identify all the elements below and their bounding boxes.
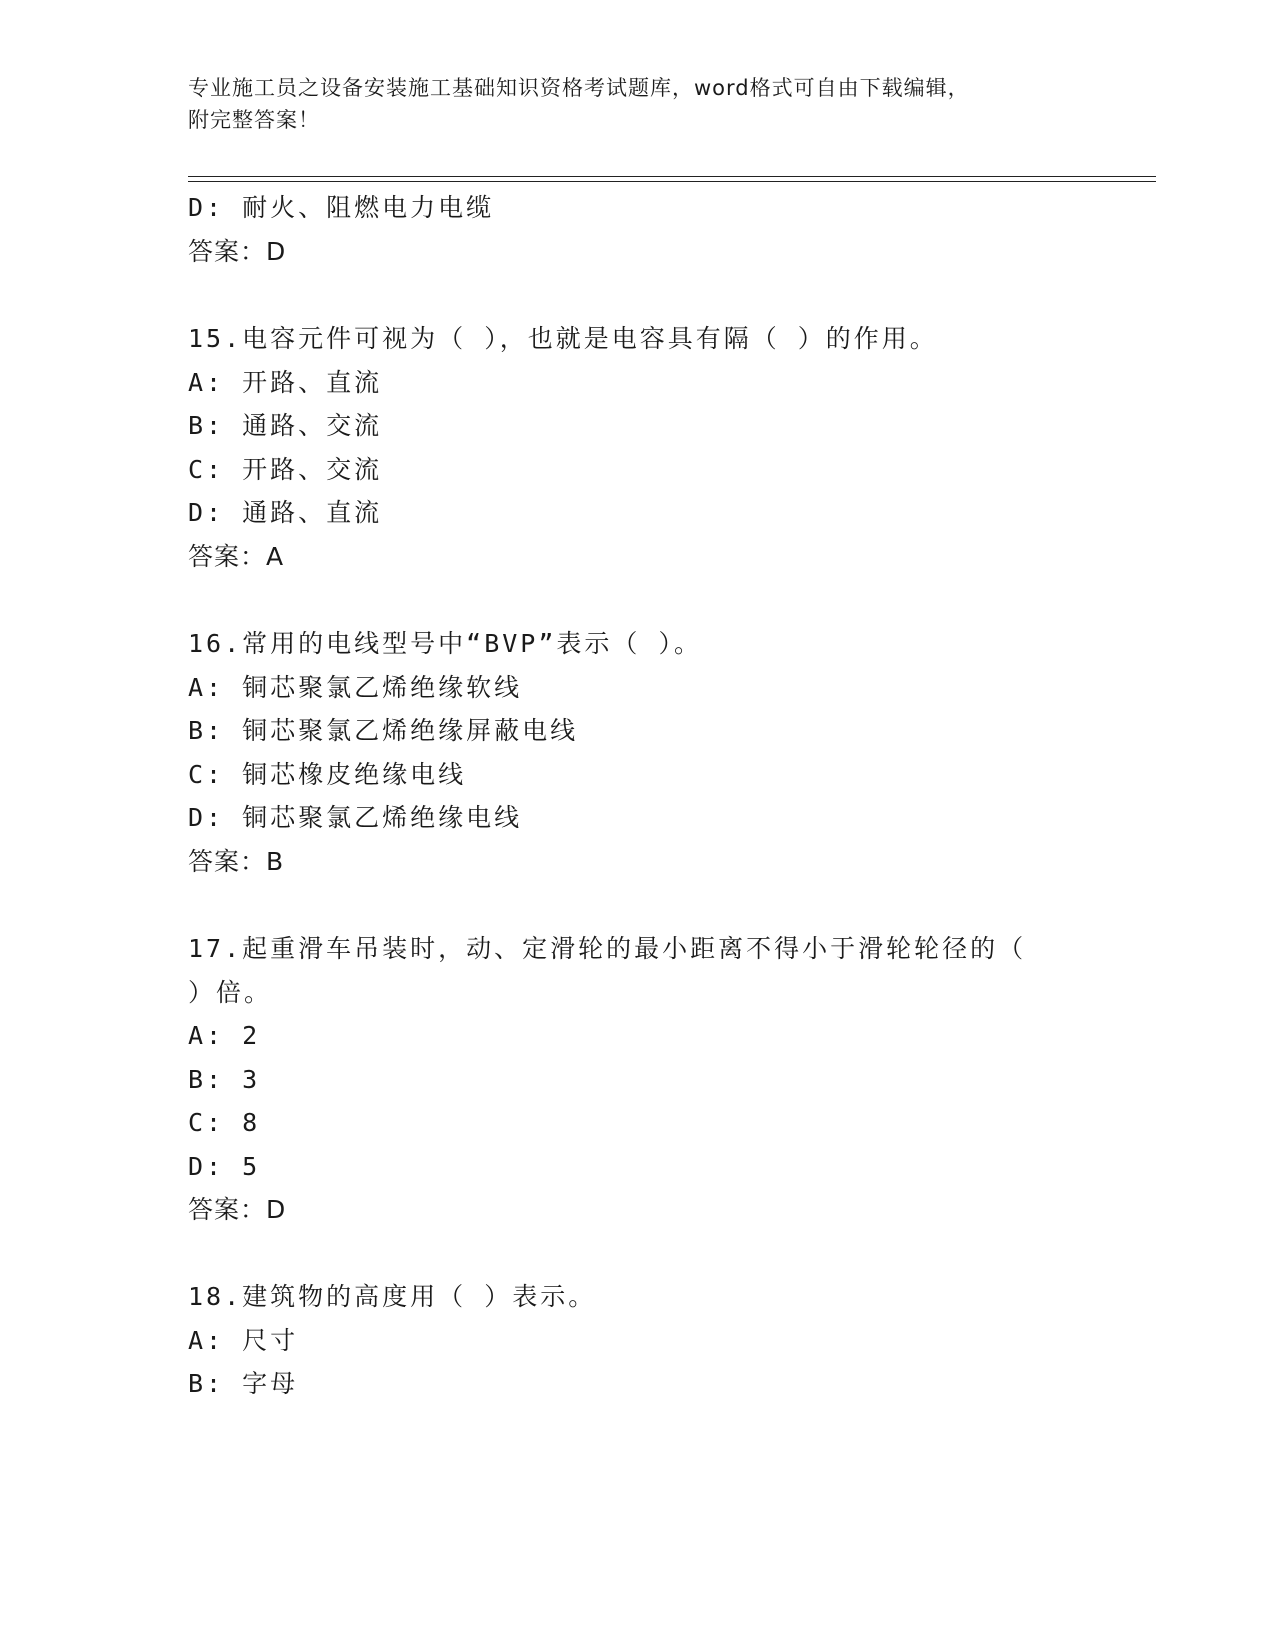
option-c-q15: C: 开路、交流 (188, 455, 383, 484)
document-title-line-1: 专业施工员之设备安装施工基础知识资格考试题库，word格式可自由下载编辑， (188, 76, 970, 100)
header-rule-bottom (188, 181, 1156, 182)
question-18: 18.建筑物的高度用（ ）表示。 (188, 1282, 597, 1311)
option-b-q16: B: 铜芯聚氯乙烯绝缘屏蔽电线 (188, 716, 579, 745)
document-title-line-2: 附完整答案！ (188, 108, 320, 132)
option-a-q15: A: 开路、直流 (188, 368, 383, 397)
option-d-q17: D: 5 (188, 1152, 261, 1181)
question-15: 15.电容元件可视为（ ），也就是电容具有隔（ ）的作用。 (188, 324, 938, 353)
answer-q15: 答案：A (188, 542, 285, 571)
option-d-q15: D: 通路、直流 (188, 498, 383, 527)
option-d-q16: D: 铜芯聚氯乙烯绝缘电线 (188, 803, 523, 832)
header-rule-top (188, 176, 1156, 177)
option-c-q17: C: 8 (188, 1108, 261, 1137)
answer-q16: 答案：B (188, 847, 285, 876)
option-d-q14: D: 耐火、阻燃电力电缆 (188, 193, 495, 222)
option-a-q17: A: 2 (188, 1021, 261, 1050)
option-b-q18: B: 字母 (188, 1369, 299, 1398)
answer-q14: 答案：D (188, 237, 287, 266)
option-c-q16: C: 铜芯橡皮绝缘电线 (188, 760, 467, 789)
option-a-q16: A: 铜芯聚氯乙烯绝缘软线 (188, 673, 523, 702)
option-a-q18: A: 尺寸 (188, 1326, 299, 1355)
answer-q17: 答案：D (188, 1195, 287, 1224)
question-16: 16.常用的电线型号中“BVP”表示（ ）。 (188, 629, 702, 658)
option-b-q17: B: 3 (188, 1065, 261, 1094)
question-17-line-1: 17.起重滑车吊装时，动、定滑轮的最小距离不得小于滑轮轮径的（ (188, 934, 1027, 963)
option-b-q15: B: 通路、交流 (188, 411, 383, 440)
question-17-line-2: ）倍。 (188, 978, 273, 1007)
